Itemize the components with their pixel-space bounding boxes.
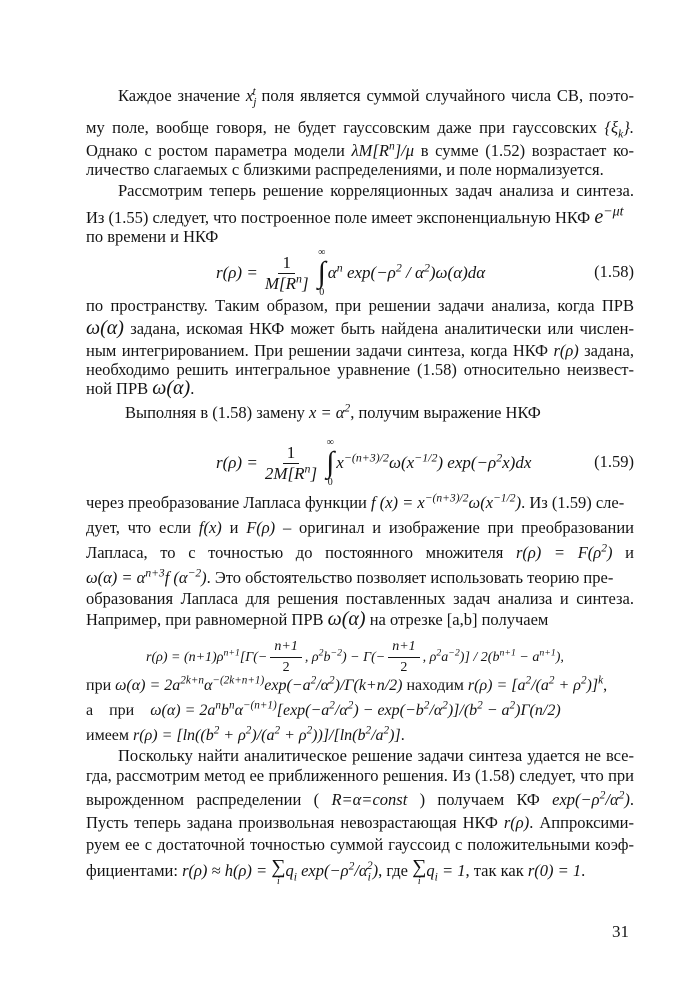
math-inline: $\{\xi_k\}$.	[604, 118, 634, 141]
text-run: задана,	[578, 341, 634, 360]
text-run: через преобразование Лапласа функции	[86, 493, 371, 512]
text-run: .	[629, 790, 635, 809]
math-inline: $\lambda M[R^n]/\mu$	[351, 140, 415, 160]
text-run: . Это обстоятельство позволяет использовать теорию пре-	[206, 568, 614, 587]
math-inline: $\exp(-\rho^2/\alpha^2)$	[552, 789, 630, 809]
math-inline: ω(α)	[152, 377, 191, 399]
text-run: Рассмотрим теперь решение корреляционных задач анализа и синтеза.	[118, 181, 634, 200]
math-inline: r(0) = 1	[527, 860, 582, 880]
text-run: Каждое значение	[118, 86, 246, 105]
text-run: по пространству. Таким образом, при решении задачи анализа, когда ПРВ	[86, 296, 634, 315]
math-inline: r(ρ)	[503, 813, 530, 832]
text-run: находим	[402, 677, 468, 694]
paragraph-line	[125, 403, 673, 425]
paragraph-line	[86, 790, 634, 812]
equation-number: (1.59)	[594, 452, 634, 471]
text-run: необходимо решить интегральное уравнение (1.58) относительно неизвест-	[86, 360, 634, 379]
text-run: му поле, вообще говоря, не будет гауссовским даже при гауссовских	[86, 118, 605, 137]
paragraph-line	[86, 118, 634, 140]
text-run: Поскольку найти аналитическое решение задачи синтеза удается не все-	[118, 746, 634, 765]
math-inline: f $(x) = x^{-(n+3)/2}\omega(x^{-1/2})$	[371, 492, 522, 512]
math-inline: ω(α)	[327, 608, 366, 630]
equation-lhs: r(ρ) =	[216, 453, 258, 472]
math-inline: ∑ i $q_i = 1$	[412, 856, 466, 887]
math-inline: $\omega(\alpha) = 2a^{2k+n}\alpha^{-(2k+n+1)}\exp(-a^2/\alpha^2)/\Gamma(k+n/2)$	[115, 674, 403, 694]
integral-sign: ∞ ∫ 0	[317, 247, 326, 298]
text-run: а при	[86, 702, 151, 719]
text-run: , так как	[465, 860, 528, 880]
text-run: образования Лапласа для решения поставленных задач анализа и синтеза.	[86, 589, 634, 608]
equation-number: (1.58)	[594, 262, 634, 281]
text-run: при	[86, 677, 116, 694]
page-number: 31	[612, 922, 629, 941]
fraction: $\frac{1}{2M[R^n]}$	[264, 442, 318, 483]
text-run: .	[400, 727, 405, 744]
math-inline: R=α=const	[331, 790, 408, 809]
paragraph-line	[86, 543, 634, 565]
text-run: по времени и НКФ	[86, 227, 219, 246]
paragraph-line	[86, 609, 634, 631]
paragraph-line	[86, 518, 634, 540]
text-run: руем ее с достаточной точностью суммой гауссоид с положительными коэф-	[86, 835, 634, 854]
paragraph-line	[86, 318, 634, 340]
text-run: ным интегрированием. При решении задачи синтеза, когда НКФ	[86, 341, 554, 360]
paragraph-line	[86, 701, 634, 723]
math-inline: $e^{-\mu t}$	[594, 204, 624, 228]
text-run: ной ПРВ	[86, 379, 153, 398]
text-run: Лапласа, то с точностью до постоянного множителя	[86, 543, 516, 562]
math-inline: $r(\rho) = F(\rho^2)$	[515, 542, 613, 562]
equation-integrand: $x^{-(n+3)/2}\omega(x^{-1/2})$ $\exp(-\rho^2x)dx$	[336, 450, 532, 472]
equation-1-58	[86, 243, 634, 303]
paragraph-line	[86, 835, 634, 857]
formula-line	[146, 638, 634, 675]
equation-1-59	[86, 433, 634, 493]
text-run: , где	[378, 860, 413, 880]
math-inline: $r(\rho) = (n+1)\rho^{n+1}[\Gamma(-$ $\frac{n+1}{2}$ , $\rho^2b^{-2}) - \Gamma(-$ $\frac{n+1}{2}$ , $\rho^2a^{-2})] / 2(b^{n+1} - a^{n+1})$,	[146, 639, 564, 675]
text-run: в сумме (1.52) возрастает ко-	[414, 141, 634, 160]
text-run: ,	[603, 677, 608, 694]
math-inline: $\omega(\alpha) = \alpha^{n+3}f$ $(\alpha^{-2})$	[86, 567, 207, 587]
text-run: задана, искомая НКФ может быть найдена аналитически или числен-	[123, 319, 634, 338]
paragraph-line	[86, 813, 634, 835]
math-inline: ω(α)	[86, 317, 124, 339]
paragraph-line	[86, 493, 634, 515]
text-run: гда, рассмотрим метод ее приближенного решения. Из (1.58) следует, что при	[86, 766, 634, 785]
text-run: Из (1.55) следует, что построенное поле имеет экспоненциальную НКФ	[86, 208, 595, 227]
text-run: . Из (1.59) сле-	[521, 493, 625, 512]
fraction: $\frac{1}{M[R^n]}$	[264, 252, 309, 293]
math-inline: f(x)	[198, 518, 222, 537]
text-run: – оригинал и изображение при преобразовании	[275, 518, 634, 537]
text-run: и	[221, 518, 247, 537]
text-run: фициентами:	[86, 860, 183, 880]
text-run: имеем	[86, 727, 134, 744]
paragraph-line	[86, 766, 634, 788]
text-run: ) получаем КФ	[407, 790, 553, 809]
text-run: Однако с ростом параметра модели	[86, 141, 352, 160]
text-run: Выполняя в (1.58) замену	[125, 403, 310, 422]
text-run: вырожденном распределении (	[86, 790, 332, 809]
text-run: и	[612, 543, 634, 562]
paragraph-line	[118, 746, 634, 768]
math-inline: $\omega(\alpha) = 2a^nb^n\alpha^{-(n+1)}[\exp(-a^2/\alpha^2) - \exp(-b^2/\alpha^2)]/(b^2 - a^2)\Gamma(n/2)$	[150, 699, 561, 719]
paragraph-line	[86, 568, 634, 590]
text-run: личество слагаемых с близкими распределениями, и поле нормализуется.	[86, 160, 604, 179]
paragraph-line	[118, 181, 634, 203]
paragraph-line	[86, 857, 634, 887]
math-inline: $x_j^t$	[245, 85, 257, 109]
paragraph-line	[86, 204, 634, 229]
text-run: поля является суммой случайного числа СВ, поэто-	[255, 86, 634, 105]
text-run: дует, что если	[86, 518, 199, 537]
paragraph-line	[86, 296, 634, 318]
math-inline: r(ρ)	[553, 341, 579, 360]
text-run: Пусть теперь задана произвольная невозрастающая НКФ	[86, 813, 504, 832]
text-run: Например, при равномерной ПРВ	[86, 610, 328, 629]
text-run: .	[581, 860, 586, 880]
paragraph-line	[86, 726, 634, 748]
integral-sign: ∞ ∫ 0	[326, 437, 335, 488]
paragraph-line	[86, 160, 634, 182]
equation-integrand: $\alpha^n$ $\exp(-\rho^2 / \alpha^2)\omega(\alpha)d\alpha$	[327, 260, 486, 282]
text-run: .	[190, 379, 195, 398]
text-run: , получим выражение НКФ	[350, 403, 541, 422]
math-inline: F(ρ)	[246, 518, 276, 537]
text-run: на отрезке [a,b] получаем	[365, 610, 549, 629]
text-run: . Аппроксими-	[529, 813, 634, 832]
paragraph-line	[86, 378, 634, 400]
math-inline: $r(\rho) = [\ln((b^2 + \rho^2)/(a^2 + \rho^2))]/[\ln(b^2/a^2)]$	[133, 724, 401, 744]
math-inline: $r(\rho) = [a^2/(a^2 + \rho^2)]^k$	[467, 674, 604, 694]
paragraph-line	[86, 676, 634, 698]
math-inline: r(ρ) ≈ h(ρ) = ∑ i $q_i$ $\exp(-\rho^2/\alpha_i^2)$	[182, 856, 379, 887]
equation-lhs: r(ρ) =	[216, 263, 258, 282]
paragraph-line	[118, 86, 634, 108]
math-inline: $x = \alpha^2$	[309, 402, 351, 422]
